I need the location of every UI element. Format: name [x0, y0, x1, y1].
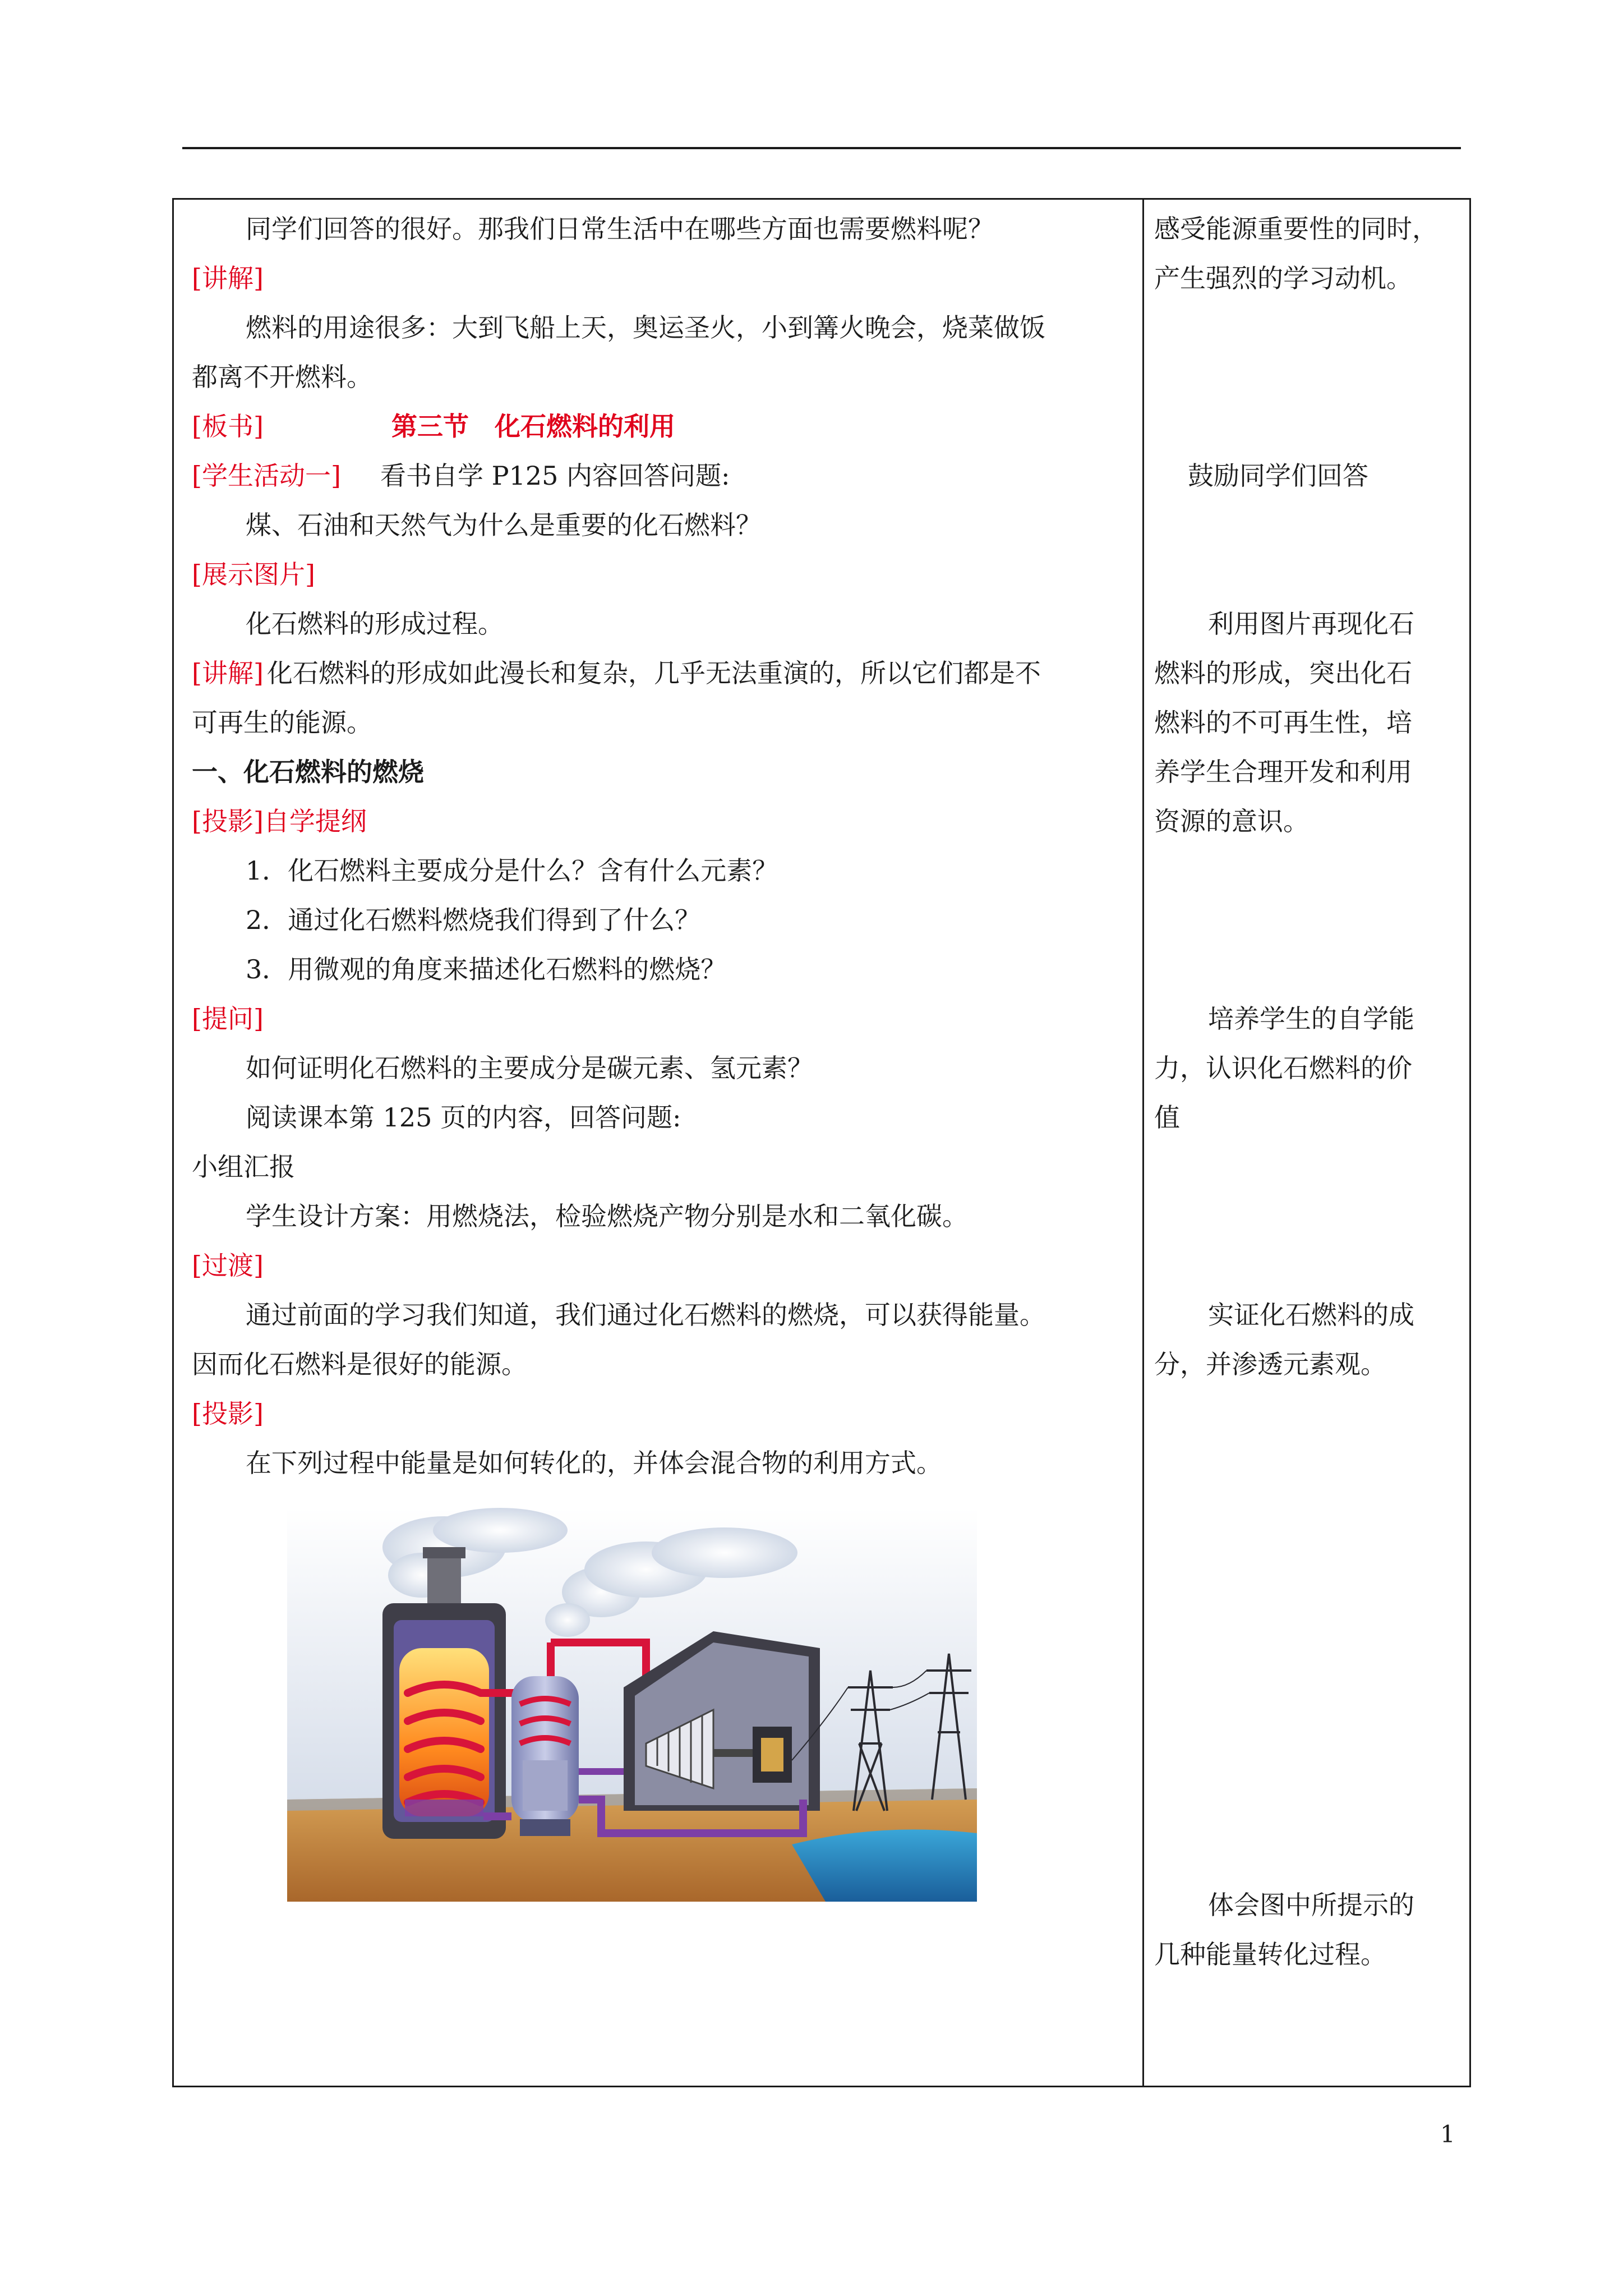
heading-transition: [过渡]: [192, 1250, 264, 1281]
heading-show-picture: [展示图片]: [192, 559, 315, 590]
heading-explanation: [讲解]: [192, 658, 264, 688]
column-divider: [1142, 198, 1144, 2087]
side-note: 感受能源重要性的同时，: [1154, 214, 1438, 244]
paragraph: 化石燃料的形成过程。: [246, 609, 504, 639]
list-item: 3．用微观的角度来描述化石燃料的燃烧？: [246, 954, 727, 984]
paragraph: 学生设计方案：用燃烧法，检验燃烧产物分别是水和二氧化碳。: [246, 1201, 968, 1231]
paragraph: 因而化石燃料是很好的能源。: [192, 1349, 527, 1379]
page-number: 1: [1440, 2120, 1455, 2148]
paragraph: 看书自学 P125 内容回答问题:: [380, 461, 730, 491]
paragraph: 阅读课本第 125 页的内容，回答问题:: [246, 1102, 681, 1133]
heading-explanation: [讲解]: [192, 263, 264, 293]
side-note: 值: [1154, 1102, 1180, 1133]
side-note: 养学生合理开发和利用: [1154, 757, 1412, 787]
heading-blackboard: [板书]: [192, 411, 264, 441]
side-note: 利用图片再现化石: [1208, 609, 1414, 639]
side-note: 实证化石燃料的成: [1208, 1300, 1414, 1330]
paragraph: 燃料的用途很多：大到飞船上天，奥运圣火，小到篝火晚会，烧菜做饭: [246, 312, 1045, 343]
heading-projection: [投影]自学提纲: [192, 806, 367, 836]
paragraph: 通过前面的学习我们知道，我们通过化石燃料的燃烧，可以获得能量。: [246, 1300, 1045, 1330]
paragraph: 都离不开燃料。: [192, 362, 372, 392]
list-item: 1．化石燃料主要成分是什么？含有什么元素？: [246, 855, 778, 886]
side-note: 体会图中所提示的: [1208, 1890, 1414, 1920]
side-note: 力，认识化石燃料的价: [1154, 1053, 1412, 1083]
paragraph: 在下列过程中能量是如何转化的，并体会混合物的利用方式。: [246, 1448, 942, 1478]
side-note: 资源的意识。: [1154, 806, 1309, 836]
side-note: 产生强烈的学习动机。: [1154, 263, 1412, 293]
paragraph: 同学们回答的很好。那我们日常生活中在哪些方面也需要燃料呢？: [246, 214, 994, 244]
list-item: 2．通过化石燃料燃烧我们得到了什么？: [246, 905, 701, 935]
paragraph: 小组汇报: [192, 1152, 295, 1182]
power-plant-illustration: [287, 1508, 977, 1902]
header-rule: [182, 147, 1461, 149]
paragraph: 可再生的能源。: [192, 707, 372, 738]
side-note: 分，并渗透元素观。: [1154, 1349, 1386, 1379]
section-heading: 一、化石燃料的燃烧: [192, 757, 424, 787]
side-note: 几种能量转化过程。: [1154, 1939, 1386, 1970]
heading-question: [提问]: [192, 1004, 264, 1034]
paragraph: 化石燃料的形成如此漫长和复杂，几乎无法重演的，所以它们都是不: [267, 658, 1041, 688]
side-note: 培养学生的自学能: [1208, 1004, 1414, 1034]
side-note: 燃料的不可再生性，培: [1154, 707, 1412, 738]
paragraph: 煤、石油和天然气为什么是重要的化石燃料？: [246, 510, 762, 540]
heading-projection: [投影]: [192, 1398, 264, 1429]
side-note: 鼓励同学们回答: [1188, 461, 1368, 491]
lesson-title: 第三节 化石燃料的利用: [391, 411, 675, 441]
paragraph: 如何证明化石燃料的主要成分是碳元素、氢元素？: [246, 1053, 813, 1083]
heading-student-activity: [学生活动一]: [192, 461, 341, 491]
side-note: 燃料的形成，突出化石: [1154, 658, 1412, 688]
